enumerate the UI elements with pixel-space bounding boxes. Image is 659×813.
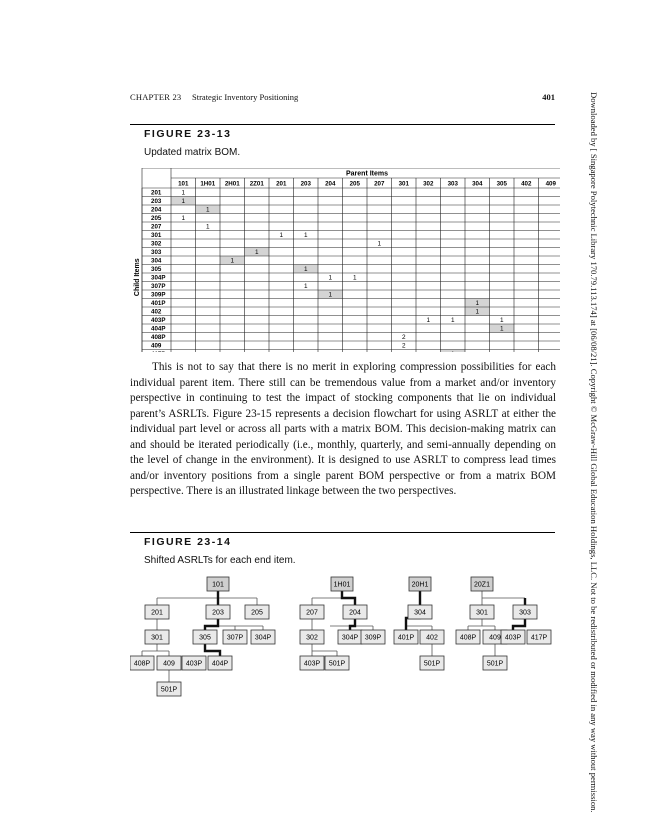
figure2-caption: Shifted ASRLTs for each end item. xyxy=(144,555,296,566)
column-header: 402 xyxy=(521,180,532,188)
column-header: 205 xyxy=(349,180,360,188)
running-head xyxy=(130,90,555,104)
row-label: 304 xyxy=(151,257,162,265)
tree-node-label: 205 xyxy=(251,609,263,617)
tree-node-label: 301 xyxy=(476,609,488,617)
row-label: 304P xyxy=(151,274,166,282)
critical-path-lines xyxy=(205,591,525,656)
matrix-value: 1 xyxy=(303,283,308,290)
column-header: 305 xyxy=(496,180,507,188)
column-header: 2Z01 xyxy=(249,180,264,188)
tree-node-label: 301 xyxy=(151,634,163,642)
tree-node-label: 203 xyxy=(212,609,224,617)
tree-node-label: 501P xyxy=(328,660,346,668)
tree-node-label: 408P xyxy=(459,634,477,642)
figure1-caption: Updated matrix BOM. xyxy=(144,147,241,158)
figure2-rule xyxy=(130,532,555,533)
tree-node-label: 309P xyxy=(364,634,382,642)
tree-node-label: 1H01 xyxy=(333,581,351,589)
tree-node-label: 302 xyxy=(306,634,318,642)
column-header: 2H01 xyxy=(224,180,240,188)
column-header: 207 xyxy=(374,180,385,188)
matrix-value: 1 xyxy=(181,189,186,197)
column-header: 302 xyxy=(423,180,434,188)
matrix-value: 1 xyxy=(303,232,308,239)
asrlt-tree-diagram xyxy=(130,570,560,705)
matrix-value: 1 xyxy=(352,274,357,282)
row-label: 303 xyxy=(151,249,162,256)
matrix-value: 1 xyxy=(475,300,480,307)
matrix-value: 1 xyxy=(377,240,382,248)
column-header: 304 xyxy=(472,180,483,188)
tree-node-label: 101 xyxy=(212,581,224,589)
row-label: 409 xyxy=(151,342,162,350)
matrix-value: 1 xyxy=(426,317,431,324)
tree-node-label: 409 xyxy=(489,634,501,642)
column-header: 203 xyxy=(300,180,311,188)
parent-items-header: Parent Items xyxy=(345,170,389,178)
body-text xyxy=(130,360,556,500)
tree-node-label: 501P xyxy=(423,660,441,668)
tree-node-label: 304P xyxy=(254,634,272,642)
column-header: 101 xyxy=(178,180,189,188)
tree-node-label: 207 xyxy=(306,609,318,617)
tree-node-label: 417P xyxy=(530,634,548,642)
tree-node-label: 20Z1 xyxy=(474,581,490,589)
row-label: 404P xyxy=(151,325,166,333)
tree-node-label: 307P xyxy=(226,634,244,642)
figure1-label: FIGURE 23-13 xyxy=(144,128,232,140)
tree-node-label: 501P xyxy=(160,686,178,694)
row-label: 201 xyxy=(151,189,162,197)
column-header: 303 xyxy=(447,180,458,188)
column-header: 204 xyxy=(325,180,336,188)
matrix-value: 1 xyxy=(450,317,455,324)
side-note xyxy=(589,92,600,813)
matrix-value: 1 xyxy=(181,215,186,222)
row-label: 207 xyxy=(151,223,162,231)
tree-node-label: 404P xyxy=(211,660,229,668)
tree-node-label: 408P xyxy=(133,660,151,668)
tree-node-label: 403P xyxy=(185,660,203,668)
matrix-value: 1 xyxy=(475,308,480,316)
matrix-value: 1 xyxy=(254,249,259,256)
matrix-value: 2 xyxy=(401,342,406,350)
tree-node-label: 409 xyxy=(163,660,175,668)
column-header: 409 xyxy=(545,180,556,188)
row-label: 302 xyxy=(151,240,162,248)
row-label: 305 xyxy=(151,266,162,273)
column-header: 201 xyxy=(276,180,287,188)
matrix-value xyxy=(451,351,455,352)
row-label: 403P xyxy=(151,317,166,324)
tree-node-label: 201 xyxy=(151,609,163,617)
row-label: 203 xyxy=(151,198,162,205)
chapter-label: CHAPTER 23 xyxy=(130,92,182,102)
tree-node-label: 401P xyxy=(397,634,415,642)
matrix-bom-table xyxy=(130,168,560,352)
tree-node-label: 402 xyxy=(426,634,438,642)
matrix-value: 1 xyxy=(181,198,186,205)
tree-node-label: 501P xyxy=(486,660,504,668)
row-label xyxy=(151,351,165,352)
tree-node-label: 204 xyxy=(349,609,361,617)
tree-node-label: 403P xyxy=(303,660,321,668)
page-number: 401 xyxy=(542,92,555,102)
tree-node-label: 305 xyxy=(199,634,211,642)
tree-nodes xyxy=(130,577,551,696)
matrix-value: 1 xyxy=(499,317,504,324)
figure1-rule xyxy=(130,124,555,125)
side-note-text: Downloaded by [ Singapore Polytechnic Library 170.79.113.174] at [06/08/21]. Copyright © McGraw-Hill Global Education Holdings, LLC. Not to be redistributed or modified in any way without permission. xyxy=(589,92,599,813)
tree-node-label: 304 xyxy=(414,609,426,617)
matrix-value: 1 xyxy=(205,223,210,231)
row-label: 408P xyxy=(151,334,166,341)
tree-node-label: 304P xyxy=(341,634,359,642)
matrix-value: 1 xyxy=(205,206,210,214)
matrix-value: 1 xyxy=(303,266,308,273)
tree-node-label: 20H1 xyxy=(411,581,429,589)
tree-node-label: 403P xyxy=(504,634,522,642)
figure2-label: FIGURE 23-14 xyxy=(144,536,232,548)
row-label: 205 xyxy=(151,215,162,222)
row-label: 307P xyxy=(151,283,166,290)
child-items-header: Child Items xyxy=(134,258,141,297)
matrix-value: 1 xyxy=(328,274,333,282)
row-label: 401P xyxy=(151,300,166,307)
matrix-value: 2 xyxy=(401,334,406,341)
row-label: 204 xyxy=(151,206,162,214)
body-paragraph: This is not to say that there is no merit in exploring compression possibilities for each individual parent item. There still can be tremendous value from a market and/or inventory perspective in continuing to test the impact of stocking components that lie on individual parent’s ASRLTs. Figure 23-15 represents a decision flowchart for using ASRLT at either the individual part level or across all parts with a matrix BOM. This decision-making matrix can and should be iterated periodically (i.e., monthly, quarterly, and semi-annually depending on the level of change in the environment). It is designed to use ASRLT to compress lead times and/or inventory positions from a single parent BOM perspective or from a matrix BOM perspective. There is an illustrated linkage between the two perspectives. xyxy=(130,361,556,497)
column-header: 1H01 xyxy=(200,180,216,188)
matrix-value: 1 xyxy=(230,257,235,265)
row-label: 301 xyxy=(151,232,162,239)
tree-node-label: 303 xyxy=(519,609,531,617)
row-label: 309P xyxy=(151,291,166,299)
matrix-value: 1 xyxy=(499,325,504,333)
matrix-value: 1 xyxy=(328,291,333,299)
chapter-title: Strategic Inventory Positioning xyxy=(192,92,299,102)
row-label: 402 xyxy=(151,308,162,316)
matrix-value: 1 xyxy=(279,232,284,239)
column-header: 301 xyxy=(398,180,409,188)
